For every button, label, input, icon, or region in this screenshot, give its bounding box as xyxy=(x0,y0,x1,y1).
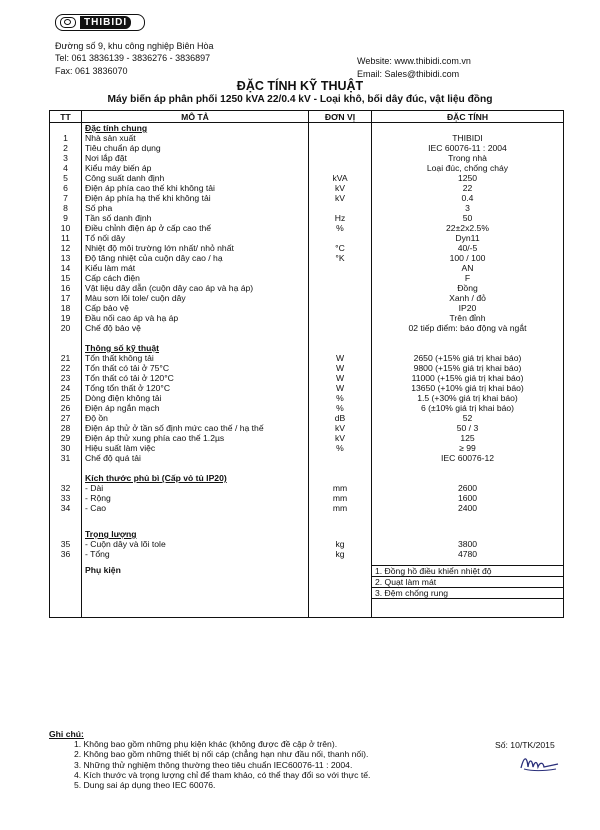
row-description: - Cuộn dây và lõi tole xyxy=(82,539,309,549)
row-number: 29 xyxy=(50,433,82,443)
table-row xyxy=(50,443,564,453)
row-description: - Cao xyxy=(82,503,309,513)
spacer-row xyxy=(50,333,564,343)
company-address: Đường số 9, khu công nghiệp Biên Hòa xyxy=(55,41,214,51)
table-row xyxy=(50,203,564,213)
section-title: Phụ kiện xyxy=(82,565,309,599)
company-email: Email: Sales@thibidi.com xyxy=(357,69,460,79)
row-value: 1.5 (+30% giá trị khai báo) xyxy=(372,393,564,403)
row-description: Điện áp ngắn mạch xyxy=(82,403,309,413)
row-value: 9800 (+15% giá trị khai báo) xyxy=(372,363,564,373)
table-row xyxy=(50,423,564,433)
row-description: Tổng tổn thất ở 120°C xyxy=(82,383,309,393)
row-number: 22 xyxy=(50,363,82,373)
row-number: 13 xyxy=(50,253,82,263)
row-value: 2400 xyxy=(372,503,564,513)
row-description: Tần số danh định xyxy=(82,213,309,223)
row-value: 125 xyxy=(372,433,564,443)
row-description: Nhiệt độ môi trường lớn nhất/ nhỏ nhất xyxy=(82,243,309,253)
table-row xyxy=(50,253,564,263)
row-value: ≥ 99 xyxy=(372,443,564,453)
row-value: 3 xyxy=(372,203,564,213)
row-number: 8 xyxy=(50,203,82,213)
row-value: Xanh / đỏ xyxy=(372,293,564,303)
row-description: - Dài xyxy=(82,483,309,493)
table-row xyxy=(50,483,564,493)
row-value: 100 / 100 xyxy=(372,253,564,263)
row-unit xyxy=(309,303,372,313)
row-unit: W xyxy=(309,363,372,373)
table-row xyxy=(50,303,564,313)
row-value: IP20 xyxy=(372,303,564,313)
row-description: Điện áp phía cao thế khi không tải xyxy=(82,183,309,193)
row-number: 30 xyxy=(50,443,82,453)
notes-heading: Ghi chú: xyxy=(49,729,84,739)
row-value: 22±2x2.5% xyxy=(372,223,564,233)
row-value: 02 tiếp điểm: báo động và ngắt xyxy=(372,323,564,333)
section-title: Đặc tính chung xyxy=(82,123,309,134)
company-fax: Fax: 061 3836070 xyxy=(55,66,128,76)
row-description: Tổn thất có tải ở 75°C xyxy=(82,363,309,373)
row-number: 27 xyxy=(50,413,82,423)
row-value: 50 xyxy=(372,213,564,223)
note-item: 4. Kích thước và trọng lượng chỉ để tham khảo, có thể thay đổi so với thực tế. xyxy=(74,769,371,780)
row-value: AN xyxy=(372,263,564,273)
row-number: 15 xyxy=(50,273,82,283)
row-description: Đầu nối cao áp và hạ áp xyxy=(82,313,309,323)
row-unit: kV xyxy=(309,193,372,203)
table-header-row xyxy=(50,111,564,123)
accessories-row xyxy=(50,565,564,599)
accessories-list xyxy=(372,565,563,599)
table-row xyxy=(50,213,564,223)
row-number: 14 xyxy=(50,263,82,273)
row-value: 2650 (+15% giá trị khai báo) xyxy=(372,353,564,363)
table-row xyxy=(50,143,564,153)
row-description: Điện áp phía hạ thế khi không tải xyxy=(82,193,309,203)
header-unit: ĐƠN VỊ xyxy=(309,111,372,123)
row-unit: W xyxy=(309,383,372,393)
row-unit xyxy=(309,133,372,143)
row-value: 3800 xyxy=(372,539,564,549)
table-row xyxy=(50,243,564,253)
table-row xyxy=(50,313,564,323)
table-row xyxy=(50,403,564,413)
header-spec: ĐẶC TÍNH xyxy=(372,111,564,123)
row-value: Đồng xyxy=(372,283,564,293)
table-row xyxy=(50,393,564,403)
row-number: 17 xyxy=(50,293,82,303)
row-unit xyxy=(309,153,372,163)
row-description: Nhà sản xuất xyxy=(82,133,309,143)
table-row xyxy=(50,493,564,503)
row-value: 1250 xyxy=(372,173,564,183)
table-row xyxy=(50,153,564,163)
row-unit: mm xyxy=(309,503,372,513)
row-number: 3 xyxy=(50,153,82,163)
logo-text: THIBIDI xyxy=(80,16,131,29)
row-unit: dB xyxy=(309,413,372,423)
table-row xyxy=(50,183,564,193)
row-unit: Hz xyxy=(309,213,372,223)
row-number: 2 xyxy=(50,143,82,153)
section-heading xyxy=(50,343,564,353)
section-heading xyxy=(50,529,564,539)
row-value: IEC 60076-12 xyxy=(372,453,564,463)
header-desc: MÔ TẢ xyxy=(82,111,309,123)
row-description: Công suất danh định xyxy=(82,173,309,183)
row-value: Loại đúc, chống cháy xyxy=(372,163,564,173)
row-description: Tiêu chuẩn áp dụng xyxy=(82,143,309,153)
row-number: 16 xyxy=(50,283,82,293)
row-value: 6 (±10% giá trị khai báo) xyxy=(372,403,564,413)
accessory-item: 2. Quạt làm mát xyxy=(372,577,563,588)
table-row xyxy=(50,293,564,303)
signature-icon xyxy=(518,752,562,774)
row-number: 19 xyxy=(50,313,82,323)
row-description: Tổn thất không tải xyxy=(82,353,309,363)
row-value: F xyxy=(372,273,564,283)
row-unit xyxy=(309,293,372,303)
row-value: IEC 60076-11 : 2004 xyxy=(372,143,564,153)
row-description: Vật liệu dây dẫn (cuộn dây cao áp và hạ áp) xyxy=(82,283,309,293)
row-unit: % xyxy=(309,443,372,453)
row-description: - Rộng xyxy=(82,493,309,503)
table-row xyxy=(50,503,564,513)
row-unit: kVA xyxy=(309,173,372,183)
table-row xyxy=(50,283,564,293)
table-row xyxy=(50,453,564,463)
row-number: 9 xyxy=(50,213,82,223)
row-unit xyxy=(309,143,372,153)
row-number: 20 xyxy=(50,323,82,333)
table-row xyxy=(50,373,564,383)
table-row xyxy=(50,353,564,363)
row-unit: kV xyxy=(309,423,372,433)
row-number: 21 xyxy=(50,353,82,363)
row-description: Màu sơn lõi tole/ cuộn dây xyxy=(82,293,309,303)
row-unit xyxy=(309,453,372,463)
table-row xyxy=(50,383,564,393)
row-number: 26 xyxy=(50,403,82,413)
row-unit: mm xyxy=(309,493,372,503)
row-number: 33 xyxy=(50,493,82,503)
row-number: 11 xyxy=(50,233,82,243)
row-number: 12 xyxy=(50,243,82,253)
row-unit: °C xyxy=(309,243,372,253)
table-row xyxy=(50,323,564,333)
row-description: Kiểu máy biến áp xyxy=(82,163,309,173)
row-unit: % xyxy=(309,223,372,233)
signature xyxy=(518,752,562,779)
row-description: Độ ồn xyxy=(82,413,309,423)
document-title: ĐẶC TÍNH KỸ THUẬT xyxy=(236,79,364,93)
section-heading xyxy=(50,473,564,483)
row-value: 40/-5 xyxy=(372,243,564,253)
company-website: Website: www.thibidi.com.vn xyxy=(357,56,471,66)
section-title: Thông số kỹ thuật xyxy=(82,343,309,353)
row-description: Số pha xyxy=(82,203,309,213)
row-value: Trên đỉnh xyxy=(372,313,564,323)
row-unit: kV xyxy=(309,433,372,443)
row-unit xyxy=(309,273,372,283)
row-description: Điện áp thử ở tần số định mức cao thế / hạ thế xyxy=(82,423,309,433)
row-value: 4780 xyxy=(372,549,564,559)
table-row xyxy=(50,173,564,183)
row-unit xyxy=(309,233,372,243)
accessory-item: 3. Đệm chống rung xyxy=(372,588,563,599)
row-description: Điện áp thử xung phía cao thế 1.2µs xyxy=(82,433,309,443)
row-unit: °K xyxy=(309,253,372,263)
row-number: 32 xyxy=(50,483,82,493)
accessories-cell xyxy=(372,565,564,599)
row-unit xyxy=(309,203,372,213)
row-unit: W xyxy=(309,373,372,383)
row-unit: W xyxy=(309,353,372,363)
table-row xyxy=(50,163,564,173)
row-number: 36 xyxy=(50,549,82,559)
notes-block xyxy=(49,729,370,790)
note-item: 2. Không bao gồm những thiết bị nối cáp (chẳng hạn như đầu nối, thanh nối). xyxy=(74,749,369,760)
row-number: 34 xyxy=(50,503,82,513)
row-unit: kg xyxy=(309,549,372,559)
row-number: 28 xyxy=(50,423,82,433)
row-unit: kV xyxy=(309,183,372,193)
row-description: Hiệu suất làm việc xyxy=(82,443,309,453)
row-number: 10 xyxy=(50,223,82,233)
spec-table xyxy=(49,110,564,618)
row-unit xyxy=(309,323,372,333)
row-value: 50 / 3 xyxy=(372,423,564,433)
row-unit: % xyxy=(309,403,372,413)
note-item: 5. Dung sai áp dụng theo IEC 60076. xyxy=(74,780,216,791)
row-value: THIBIDI xyxy=(372,133,564,143)
table-row xyxy=(50,223,564,233)
row-unit xyxy=(309,163,372,173)
row-number: 31 xyxy=(50,453,82,463)
row-number: 23 xyxy=(50,373,82,383)
row-description: - Tổng xyxy=(82,549,309,559)
row-description: Cấp cách điện xyxy=(82,273,309,283)
row-description: Nơi lắp đặt xyxy=(82,153,309,163)
section-title: Kích thước phủ bì (Cấp vỏ tủ IP20) xyxy=(82,473,309,483)
row-value: 1600 xyxy=(372,493,564,503)
row-unit xyxy=(309,263,372,273)
row-unit: mm xyxy=(309,483,372,493)
spacer-row xyxy=(50,463,564,473)
row-unit: kg xyxy=(309,539,372,549)
note-item: 1. Không bao gồm những phụ kiện khác (không được đề cập ở trên). xyxy=(74,739,338,750)
row-description: Cấp bảo vệ xyxy=(82,303,309,313)
row-description: Điều chỉnh điện áp ở cấp cao thế xyxy=(82,223,309,233)
row-number: 35 xyxy=(50,539,82,549)
row-value: 11000 (+15% giá trị khai báo) xyxy=(372,373,564,383)
row-number: 4 xyxy=(50,163,82,173)
row-number: 7 xyxy=(50,193,82,203)
header-tt: TT xyxy=(50,111,82,123)
row-number: 25 xyxy=(50,393,82,403)
thibidi-logo xyxy=(55,14,145,31)
row-unit xyxy=(309,283,372,293)
row-number: 5 xyxy=(50,173,82,183)
table-row xyxy=(50,433,564,443)
row-description: Dòng điện không tải xyxy=(82,393,309,403)
row-value: 2600 xyxy=(372,483,564,493)
row-value: Trong nhà xyxy=(372,153,564,163)
document-subtitle: Máy biến áp phân phối 1250 kVA 22/0.4 kV - Loại khô, bối dây đúc, vật liệu đồng xyxy=(107,94,493,105)
row-description: Độ tăng nhiệt của cuộn dây cao / hạ xyxy=(82,253,309,263)
row-number: 1 xyxy=(50,133,82,143)
accessory-item: 1. Đồng hồ điều khiển nhiệt độ xyxy=(372,565,563,577)
table-row xyxy=(50,413,564,423)
document-number: Số: 10/TK/2015 xyxy=(495,740,555,750)
table-row xyxy=(50,539,564,549)
row-description: Tổn thất có tải ở 120°C xyxy=(82,373,309,383)
row-unit xyxy=(309,313,372,323)
note-item: 3. Những thử nghiệm thông thường theo tiêu chuẩn IEC60076-11 : 2004. xyxy=(74,759,353,770)
row-unit: % xyxy=(309,393,372,403)
table-row xyxy=(50,233,564,243)
row-value: 52 xyxy=(372,413,564,423)
row-number: 18 xyxy=(50,303,82,313)
section-title: Trọng lượng xyxy=(82,529,309,539)
row-description: Kiểu làm mát xyxy=(82,263,309,273)
row-number: 6 xyxy=(50,183,82,193)
logo-emblem-icon xyxy=(60,17,76,28)
table-row xyxy=(50,273,564,283)
row-description: Chế độ quá tải xyxy=(82,453,309,463)
table-row xyxy=(50,193,564,203)
table-row xyxy=(50,363,564,373)
row-description: Tổ nối dây xyxy=(82,233,309,243)
spacer-row xyxy=(50,513,564,523)
table-row xyxy=(50,549,564,559)
table-bottom-row xyxy=(50,599,564,618)
row-value: 13650 (+10% giá trị khai báo) xyxy=(372,383,564,393)
row-value: Dyn11 xyxy=(372,233,564,243)
table-row xyxy=(50,263,564,273)
section-heading xyxy=(50,123,564,134)
row-value: 22 xyxy=(372,183,564,193)
row-number: 24 xyxy=(50,383,82,393)
row-description: Chế độ bảo vệ xyxy=(82,323,309,333)
company-tel: Tel: 061 3836139 - 3836276 - 3836897 xyxy=(55,53,211,63)
table-row xyxy=(50,133,564,143)
row-value: 0.4 xyxy=(372,193,564,203)
